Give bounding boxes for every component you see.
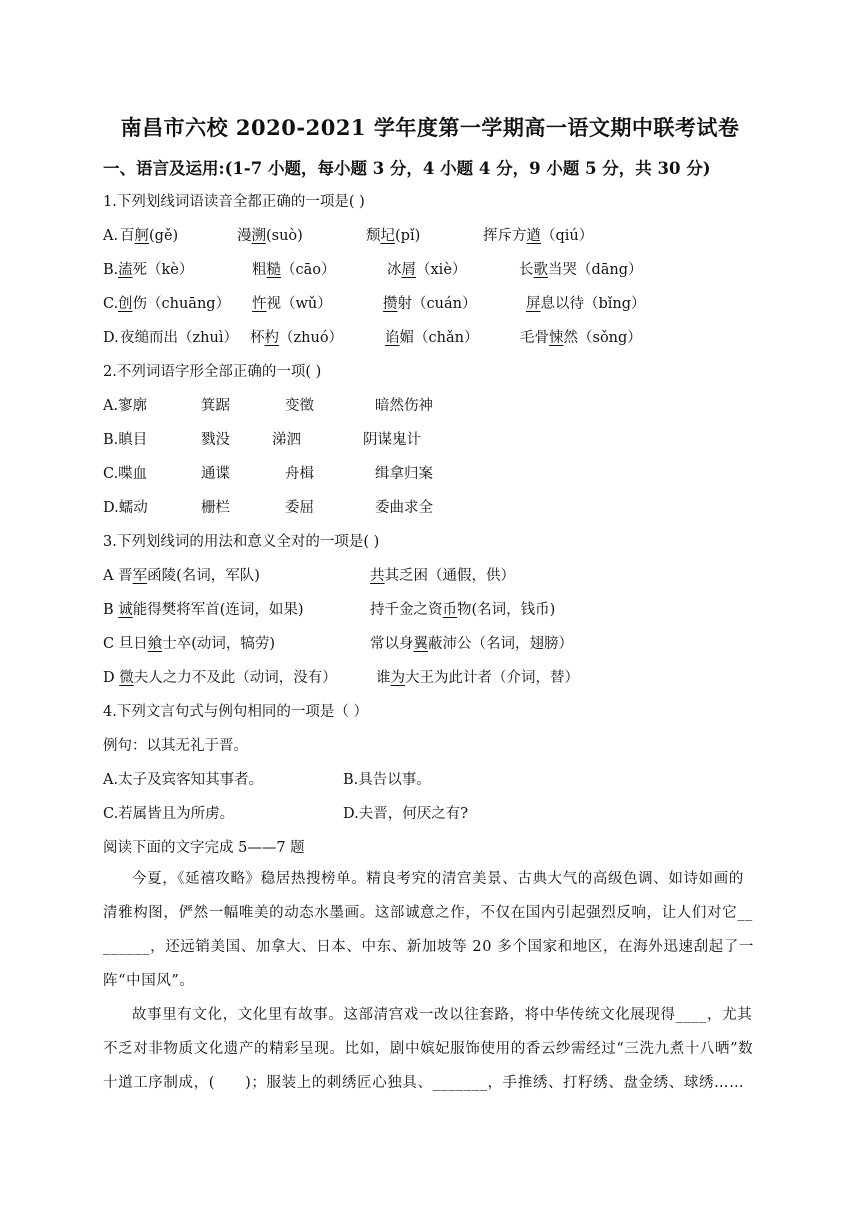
option-item: 创伤（chuāng） [118, 296, 231, 312]
question-4-option-d: D.夫晋，何厌之有? [343, 806, 468, 822]
section-heading: 一、语言及运用:(1-7 小题，每小题 3 分，4 小题 4 分，9 小题 5 分，共 30 分) [103, 159, 711, 178]
exam-page: 南昌市六校 2020-2021 学年度第一学期高一语文期中联考试卷 一、语言及运用:(1-7 小题，每小题 3 分，4 小题 4 分，9 小题 5 分，共 30 分) 1.下列划线词语读音全都正确的一项是( ) A. 百舸(gě) 漫溯(suò) 颓圮(pǐ) 挥斥方遒（qiú） B. 溘死（kè） 粗糙（cāo） 冰屑（xiè） 长歌当哭（dāng） C. 创伤（chuāng） 忤视（wǔ） 攒射（cuán） 屏息以待（bǐng） D. 夜缒而出（zhuì） 杯杓（zhuó） 谄媚（chǎn） 毛骨悚然（sǒng） 2.不列词语字形全部正确的一项( ) A.寥廓 箕踞 变徵 暗然伤神 B.瞋目 戮没 涕泗 阴谋鬼计 C.喋血 通谍 舟楫 缉拿归案 D.蠕动 栅栏 委屈 委曲求全 3.下列划线词的用法和意义全对的一项是( ) A 晋军函陵(名词，军队) 共其乏困（通假，供） B 诚能得樊将军首(连词，如果) 持千金之资币物(名词，钱币) C 旦日飨士卒(动词，犒劳) 常以身翼蔽沛公（名词，翅膀） D 微夫人之力不及此（动词，没有） 谁为大王为此计者（介词，替） 4.下列文言句式与例句相同的一项是（ ） 例句：以其无礼于晋。 A.太子及宾客知其事者。 B.具告以事。 C.若属皆且为所虏。 D.夫晋，何厌之有? 阅读下面的文字完成 5——7 题 今夏，《延禧攻略》稳居热搜榜单。精良考究的清宫美景、古典大气的高级色调、如诗如画的清雅构图，俨然一幅唯美的动态水墨画。这部诚意之作，不仅在国内引起强烈反响，让人们对它________，还远销美国、加拿大、日本、中东、新加坡等 20 多个国家和地区，在海外迅速刮起了一阵“中国风”。 故事里有文化，文化里有故事。这部清宫戏一改以往套路，将中华传统文化展现得____，尤其不乏对非物质文化遗产的精彩呈现。比如，剧中嫔妃服饰使用的香云纱需经过“三洗九煮十八晒”数十道工序制成，( )；服装上的刺绣匠心独具、_______，手推绣、打籽绣、盘金绣、球绣…… [0, 0, 860, 1216]
option-item: 谄媚（chǎn） [385, 330, 479, 346]
option-item: 粗糙（cāo） [252, 262, 336, 278]
question-3-stem: 3.下列划线词的用法和意义全对的一项是( ) [103, 534, 380, 550]
reading-paragraph-2: 故事里有文化，文化里有故事。这部清宫戏一改以往套路，将中华传统文化展现得____，尤其不乏对非物质文化遗产的精彩呈现。比如，剧中嫔妃服饰使用的香云纱需经过“三洗九煮十八晒”数十道工序制成，( )；服装上的刺绣匠心独具、_______，手推绣、打籽绣、盘金绣、球绣…… [103, 1007, 754, 1091]
question-4-stem: 4.下列文言句式与例句相同的一项是（ ） [103, 704, 368, 720]
question-4-option-a: A.太子及宾客知其事者。 [103, 772, 264, 788]
option-item: 屏息以待（bǐng） [526, 296, 646, 312]
question-4-example: 例句：以其无礼于晋。 [103, 738, 248, 754]
option-item: 挥斥方遒（qiú） [483, 228, 594, 244]
reading-intro: 阅读下面的文字完成 5——7 题 [103, 840, 305, 856]
question-4-option-c: C.若属皆且为所虏。 [103, 806, 235, 822]
question-4-option-b: B.具告以事。 [343, 772, 431, 788]
reading-paragraph-1: 今夏，《延禧攻略》稳居热搜榜单。精良考究的清宫美景、古典大气的高级色调、如诗如画的清雅构图，俨然一幅唯美的动态水墨画。这部诚意之作，不仅在国内引起强烈反响，让人们对它________，还远销美国、加拿大、日本、中东、新加坡等 20 多个国家和地区，在海外迅速刮起了一阵“中国风”。 [103, 871, 754, 989]
option-item: 漫溯(suò) [237, 228, 303, 244]
page-title: 南昌市六校 2020-2021 学年度第一学期高一语文期中联考试卷 [120, 115, 740, 140]
option-item: 长歌当哭（dāng） [519, 262, 643, 278]
option-item: 颓圮(pǐ) [366, 228, 421, 244]
question-2-stem: 2.不列词语字形全部正确的一项( ) [103, 364, 322, 380]
option-item: 溘死（kè） [118, 262, 194, 278]
option-item: 攒射（cuán） [383, 296, 477, 312]
option-item: 夜缒而出（zhuì） [120, 330, 238, 346]
option-item: 忤视（wǔ） [252, 296, 332, 312]
question-1-stem: 1.下列划线词语读音全都正确的一项是( ) [103, 194, 365, 210]
option-item: 冰屑（xiè） [387, 262, 467, 278]
option-item: 杯杓（zhuó） [250, 330, 344, 346]
option-item: 毛骨悚然（sǒng） [520, 330, 642, 346]
option-item: 百舸(gě) [120, 228, 179, 244]
